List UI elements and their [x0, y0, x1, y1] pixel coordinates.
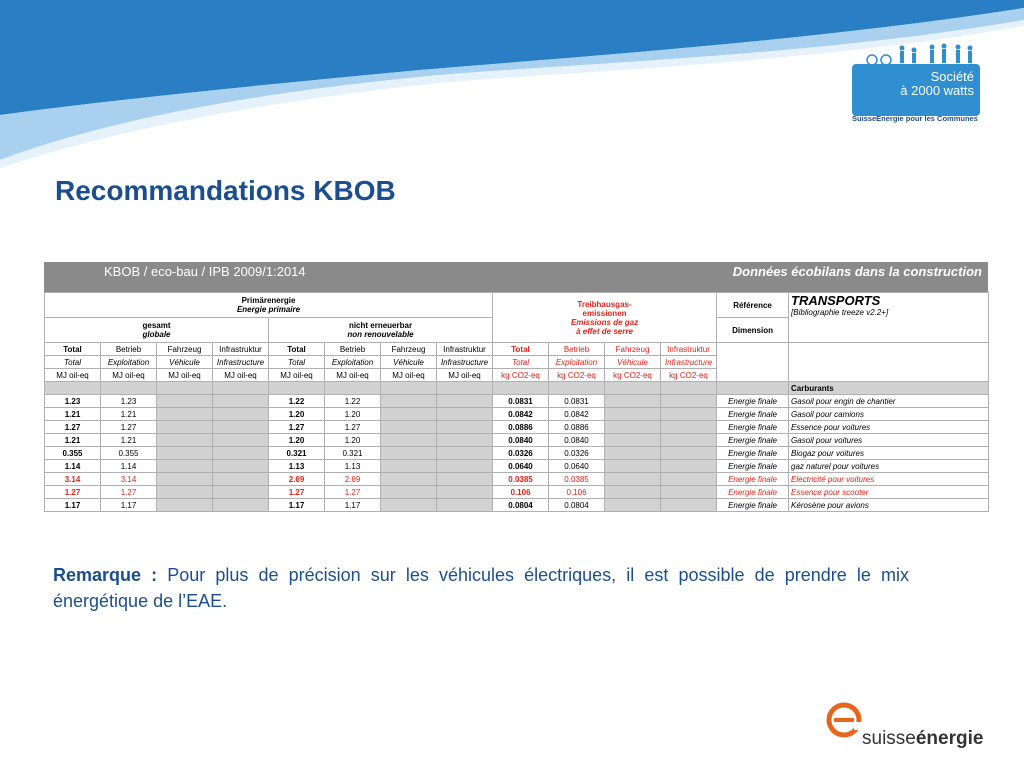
fuel-label-cell: Kérosène pour avions — [789, 499, 989, 512]
logo-line1: Société — [930, 69, 974, 84]
reference-value-cell: Energie finale — [717, 486, 789, 499]
header-left-text: KBOB / eco-bau / IPB 2009/1:2014 — [104, 264, 306, 279]
unit-cell: MJ oil-eq — [101, 369, 157, 382]
subheader-de: Infrastruktur — [437, 343, 493, 356]
grey-cell — [437, 447, 493, 460]
grey-cell — [157, 447, 213, 460]
subheader-row-de — [45, 343, 989, 356]
grey-cell — [605, 382, 661, 395]
subheader-fr: Infrastructure — [437, 356, 493, 369]
nicht-betrieb-cell: 1.13 — [325, 460, 381, 473]
kbob-table — [44, 292, 989, 512]
unit-cell: kg CO2-eq — [605, 369, 661, 382]
nicht-betrieb-cell: 1.22 — [325, 395, 381, 408]
grey-cell — [381, 408, 437, 421]
reference-value-cell: Energie finale — [717, 447, 789, 460]
grey-cell — [605, 460, 661, 473]
nicht-total-cell: 0.321 — [269, 447, 325, 460]
ghg-betrieb-cell: 0.0804 — [549, 499, 605, 512]
subheader-de: Infrastruktur — [213, 343, 269, 356]
grey-cell — [437, 473, 493, 486]
nicht-total-cell: 1.20 — [269, 408, 325, 421]
energie-e-icon — [826, 700, 866, 740]
ghg-betrieb-cell: 0.0640 — [549, 460, 605, 473]
grey-cell — [437, 434, 493, 447]
fuel-label-cell: Essence pour voitures — [789, 421, 989, 434]
grey-cell — [605, 421, 661, 434]
grey-cell — [269, 382, 325, 395]
grey-cell — [661, 434, 717, 447]
subheader-de: Infrastruktur — [661, 343, 717, 356]
grey-cell — [157, 486, 213, 499]
grey-cell — [381, 395, 437, 408]
data-row — [45, 408, 989, 421]
reference-value-cell: Energie finale — [717, 395, 789, 408]
grey-cell — [661, 382, 717, 395]
grey-cell — [717, 382, 789, 395]
grey-cell — [437, 408, 493, 421]
nicht-total-cell: 2.69 — [269, 473, 325, 486]
data-row — [45, 473, 989, 486]
table-header-bar — [44, 262, 988, 292]
ghg-de2: emissionen — [582, 308, 627, 318]
footer-logo-part1: suisse — [862, 728, 916, 749]
societe-2000-watts-logo — [852, 42, 980, 128]
unit-cell: MJ oil-eq — [45, 369, 101, 382]
nicht-total-cell: 1.13 — [269, 460, 325, 473]
gesamt-betrieb-cell: 1.17 — [101, 499, 157, 512]
grey-cell — [213, 395, 269, 408]
subheader-fr: Véhicule — [381, 356, 437, 369]
grey-cell — [381, 486, 437, 499]
reference-value-cell: Energie finale — [717, 460, 789, 473]
reference-value-cell: Energie finale — [717, 408, 789, 421]
unit-cell: MJ oil-eq — [157, 369, 213, 382]
subheader-de: Total — [269, 343, 325, 356]
subheader-fr: Total — [269, 356, 325, 369]
ghg-total-cell: 0.0640 — [493, 460, 549, 473]
gesamt-total-cell: 1.27 — [45, 486, 101, 499]
footer-logo-part2: énergie — [915, 728, 984, 749]
ghg-de1: Treibhausgas- — [577, 299, 632, 309]
data-row — [45, 499, 989, 512]
nicht-de: nicht erneuerbar — [348, 321, 413, 330]
kbob-table-image — [44, 262, 988, 512]
subheader-de: Betrieb — [549, 343, 605, 356]
grey-cell — [381, 434, 437, 447]
gesamt-fr: globale — [142, 330, 171, 339]
grey-cell — [157, 408, 213, 421]
subheader-de: Betrieb — [101, 343, 157, 356]
grey-cell — [661, 395, 717, 408]
grey-cell — [381, 473, 437, 486]
gesamt-betrieb-cell: 1.21 — [101, 434, 157, 447]
ghg-betrieb-cell: 0.0831 — [549, 395, 605, 408]
ghg-total-cell: 0.0842 — [493, 408, 549, 421]
subheader-fr: Infrastructure — [661, 356, 717, 369]
nicht-betrieb-cell: 1.20 — [325, 408, 381, 421]
grey-cell — [157, 382, 213, 395]
nicht-betrieb-cell: 1.17 — [325, 499, 381, 512]
gesamt-betrieb-cell: 1.27 — [101, 421, 157, 434]
nicht-total-cell: 1.17 — [269, 499, 325, 512]
slide-title: Recommandations KBOB — [55, 175, 396, 206]
grey-cell — [213, 408, 269, 421]
ghg-total-cell: 0.0804 — [493, 499, 549, 512]
grey-cell — [661, 486, 717, 499]
gesamt-betrieb-cell: 1.21 — [101, 408, 157, 421]
data-row — [45, 486, 989, 499]
primary-energy-fr: Energie primaire — [236, 305, 301, 314]
grey-cell — [381, 421, 437, 434]
grey-cell — [157, 434, 213, 447]
table-body — [45, 293, 989, 512]
subheader-fr: Exploitation — [101, 356, 157, 369]
grey-cell — [213, 447, 269, 460]
subheader-de: Fahrzeug — [605, 343, 661, 356]
grey-cell — [661, 408, 717, 421]
subheader-de: Fahrzeug — [157, 343, 213, 356]
primary-energy-de: Primärenergie — [241, 296, 296, 305]
ghg-betrieb-cell: 0.0842 — [549, 408, 605, 421]
subheader-de: Fahrzeug — [381, 343, 437, 356]
gesamt-total-cell: 1.27 — [45, 421, 101, 434]
subheader-de: Betrieb — [325, 343, 381, 356]
ghg-total-cell: 0.106 — [493, 486, 549, 499]
grey-cell — [437, 499, 493, 512]
unit-cell: kg CO2-eq — [493, 369, 549, 382]
remarque-text: Pour plus de précision sur les véhicules électriques, il est possible de prendre le mix énergétique de l’EAE. — [53, 565, 909, 611]
grey-cell — [157, 460, 213, 473]
blank-cell — [717, 343, 789, 382]
grey-cell — [157, 499, 213, 512]
reference-cell: Référence — [717, 293, 789, 318]
grey-cell — [101, 382, 157, 395]
grey-cell — [661, 460, 717, 473]
gesamt-betrieb-cell: 1.23 — [101, 395, 157, 408]
subheader-de: Total — [493, 343, 549, 356]
ghg-betrieb-cell: 0.0840 — [549, 434, 605, 447]
grey-cell — [661, 421, 717, 434]
subheader-fr: Exploitation — [325, 356, 381, 369]
grey-cell — [605, 473, 661, 486]
grey-cell — [437, 460, 493, 473]
reference-value-cell: Energie finale — [717, 434, 789, 447]
grey-cell — [605, 499, 661, 512]
gesamt-total-cell: 0.355 — [45, 447, 101, 460]
gesamt-total-cell: 3.14 — [45, 473, 101, 486]
nicht-betrieb-cell: 1.27 — [325, 486, 381, 499]
fuel-label-cell: Gasoil pour voitures — [789, 434, 989, 447]
ghg-total-cell: 0.0886 — [493, 421, 549, 434]
gesamt-total-cell: 1.23 — [45, 395, 101, 408]
gesamt-total-cell: 1.14 — [45, 460, 101, 473]
grey-cell — [157, 421, 213, 434]
ghg-total-cell: 0.0831 — [493, 395, 549, 408]
fuel-label-cell: gaz naturel pour voitures — [789, 460, 989, 473]
unit-cell: MJ oil-eq — [325, 369, 381, 382]
ghg-total-cell: 0.0326 — [493, 447, 549, 460]
reference-value-cell: Energie finale — [717, 499, 789, 512]
subheader-de: Total — [45, 343, 101, 356]
nicht-total-cell: 1.22 — [269, 395, 325, 408]
grey-cell — [605, 447, 661, 460]
carburants-row — [45, 382, 989, 395]
subheader-fr: Exploitation — [549, 356, 605, 369]
grey-cell — [213, 499, 269, 512]
ghg-fr2: à effet de serre — [576, 326, 633, 336]
gesamt-total-cell: 1.21 — [45, 434, 101, 447]
subheader-fr: Total — [493, 356, 549, 369]
grey-cell — [605, 486, 661, 499]
header-right-text: Données écobilans dans la construction — [732, 264, 982, 279]
grey-cell — [437, 421, 493, 434]
nicht-betrieb-cell: 1.27 — [325, 421, 381, 434]
grey-cell — [157, 473, 213, 486]
grey-cell — [325, 382, 381, 395]
gesamt-de: gesamt — [142, 321, 171, 330]
data-row — [45, 421, 989, 434]
gesamt-betrieb-cell: 1.27 — [101, 486, 157, 499]
unit-cell: kg CO2-eq — [549, 369, 605, 382]
grey-cell — [213, 434, 269, 447]
ghg-betrieb-cell: 0.0326 — [549, 447, 605, 460]
fuel-label-cell: Gasoil pour camions — [789, 408, 989, 421]
grey-cell — [157, 395, 213, 408]
grey-cell — [605, 434, 661, 447]
blank-cell — [789, 343, 989, 382]
nicht-fr: non renouvelable — [347, 330, 414, 339]
logo-line2: à 2000 watts — [900, 83, 974, 98]
nicht-betrieb-cell: 2.69 — [325, 473, 381, 486]
gesamt-total-cell: 1.21 — [45, 408, 101, 421]
biblio-text: [Bibliographie treeze v2.2+] — [791, 308, 889, 317]
data-row — [45, 434, 989, 447]
data-row — [45, 447, 989, 460]
grey-cell — [493, 382, 549, 395]
ghg-total-cell: 0.0840 — [493, 434, 549, 447]
gesamt-betrieb-cell: 3.14 — [101, 473, 157, 486]
nicht-betrieb-cell: 0.321 — [325, 447, 381, 460]
unit-cell: kg CO2-eq — [661, 369, 717, 382]
gesamt-total-cell: 1.17 — [45, 499, 101, 512]
nicht-total-cell: 1.20 — [269, 434, 325, 447]
grey-cell — [213, 473, 269, 486]
header-row-primary — [45, 293, 989, 318]
reference-value-cell: Energie finale — [717, 421, 789, 434]
unit-cell: MJ oil-eq — [437, 369, 493, 382]
fuel-label-cell: Electricité pour voitures — [789, 473, 989, 486]
nicht-betrieb-cell: 1.20 — [325, 434, 381, 447]
grey-cell — [381, 499, 437, 512]
grey-cell — [381, 447, 437, 460]
subheader-fr: Total — [45, 356, 101, 369]
unit-cell: MJ oil-eq — [269, 369, 325, 382]
grey-cell — [437, 382, 493, 395]
grey-cell — [437, 486, 493, 499]
fuel-label-cell: Biogaz pour voitures — [789, 447, 989, 460]
remarque-paragraph — [53, 562, 909, 614]
ghg-fr1: Emissions de gaz — [570, 317, 639, 327]
grey-cell — [605, 395, 661, 408]
carburants-label: Carburants — [789, 382, 989, 395]
grey-cell — [213, 486, 269, 499]
dimension-cell: Dimension — [717, 318, 789, 343]
ghg-betrieb-cell: 0.106 — [549, 486, 605, 499]
logo-subtitle: SuisseEnergie pour les Communes — [852, 114, 978, 123]
subheader-fr: Véhicule — [605, 356, 661, 369]
subheader-fr: Véhicule — [157, 356, 213, 369]
grey-cell — [45, 382, 101, 395]
grey-cell — [549, 382, 605, 395]
ghg-betrieb-cell: 0.0385 — [549, 473, 605, 486]
grey-cell — [661, 499, 717, 512]
fuel-label-cell: Gasoil pour engin de chantier — [789, 395, 989, 408]
unit-cell: MJ oil-eq — [213, 369, 269, 382]
data-row — [45, 460, 989, 473]
grey-cell — [661, 447, 717, 460]
grey-cell — [605, 408, 661, 421]
ghg-total-cell: 0.0385 — [493, 473, 549, 486]
grey-cell — [437, 395, 493, 408]
unit-cell: MJ oil-eq — [381, 369, 437, 382]
grey-cell — [213, 421, 269, 434]
grey-cell — [213, 460, 269, 473]
grey-cell — [381, 382, 437, 395]
grey-cell — [213, 382, 269, 395]
reference-value-cell: Energie finale — [717, 473, 789, 486]
data-row — [45, 395, 989, 408]
nicht-total-cell: 1.27 — [269, 486, 325, 499]
grey-cell — [381, 460, 437, 473]
transports-title: TRANSPORTS — [791, 293, 881, 308]
subheader-fr: Infrastructure — [213, 356, 269, 369]
suisse-energie-logo — [826, 700, 996, 752]
gesamt-betrieb-cell: 1.14 — [101, 460, 157, 473]
nicht-total-cell: 1.27 — [269, 421, 325, 434]
remarque-label: Remarque : — [53, 565, 158, 585]
ghg-betrieb-cell: 0.0886 — [549, 421, 605, 434]
gesamt-betrieb-cell: 0.355 — [101, 447, 157, 460]
grey-cell — [661, 473, 717, 486]
fuel-label-cell: Essence pour scooter — [789, 486, 989, 499]
